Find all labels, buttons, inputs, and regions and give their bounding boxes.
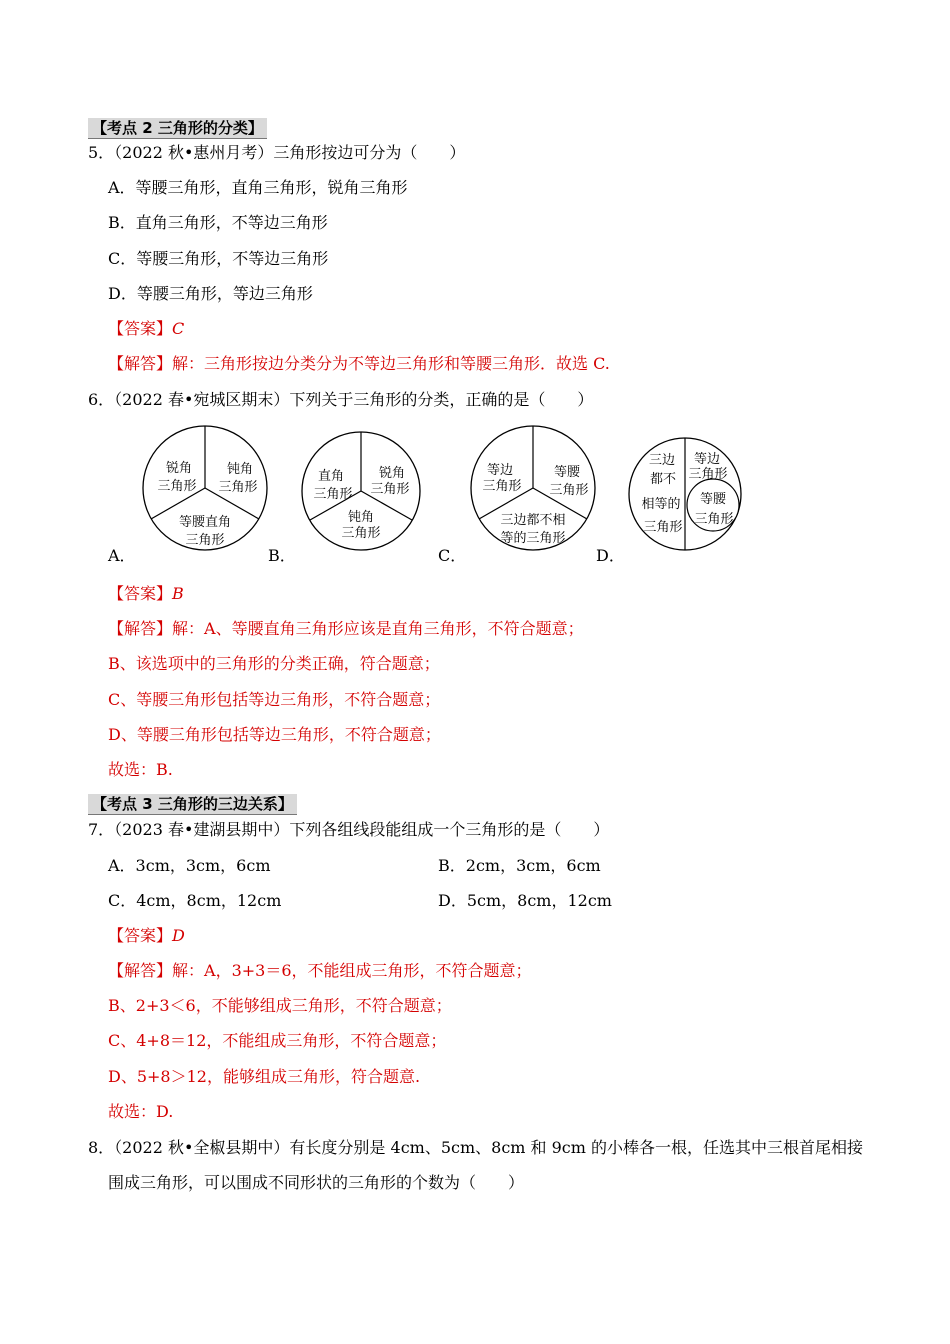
diagram-a-seg2: 钝角: [226, 462, 254, 477]
diagram-b-letter: B．: [268, 546, 296, 565]
answer-value: B: [172, 584, 184, 603]
q5-option-a: A．等腰三角形，直角三角形，锐角三角形: [108, 178, 408, 197]
explain-line: 解：A，3+3＝6，不能组成三角形，不符合题意；: [172, 961, 532, 980]
diagram-a-seg3b: 三角形: [185, 533, 225, 548]
diagram-a-seg2b: 三角形: [218, 480, 258, 495]
q5-stem: 5．（2022 秋•惠州月考）三角形按边可分为（ ）: [88, 143, 466, 162]
q7-option-d: D．5cm，8cm，12cm: [438, 891, 612, 910]
q7-conclusion: 故选：D.: [108, 1102, 174, 1121]
diagram-b-seg3b: 三角形: [341, 526, 381, 541]
diagram-a: [138, 424, 272, 556]
section-title-2: 【考点 2 三角形的分类】: [88, 118, 267, 139]
q6-conclusion: 故选：B.: [108, 760, 173, 779]
diagram-d-circle2: 三角形: [694, 512, 734, 527]
diagram-c-letter: C．: [438, 546, 467, 565]
q5-option-d: D．等腰三角形，等边三角形: [108, 284, 313, 303]
explain-label: 【解答】: [108, 619, 173, 638]
diagram-c-seg2b: 三角形: [549, 483, 589, 498]
q7-explanation-2: B、2+3＜6，不能够组成三角形，不符合题意；: [108, 996, 452, 1015]
diagram-b-seg2b: 三角形: [370, 482, 410, 497]
diagram-b: [298, 430, 424, 556]
diagram-c-seg1b: 三角形: [482, 479, 522, 494]
diagram-d-right2: 三角形: [688, 467, 728, 482]
explain-line: 解：A、等腰直角三角形应该是直角三角形，不符合题意；: [172, 619, 584, 638]
section-title-3: 【考点 3 三角形的三边关系】: [88, 794, 297, 815]
q5-option-b: B．直角三角形，不等边三角形: [108, 213, 328, 232]
q7-option-c: C．4cm，8cm，12cm: [108, 891, 282, 910]
q6-stem: 6．（2022 春•宛城区期末）下列关于三角形的分类，正确的是（ ）: [88, 390, 594, 409]
diagram-d-left1: 三边: [648, 453, 676, 468]
explain-text: 解：三角形按边分类分为不等边三角形和等腰三角形．故选 C.: [172, 354, 610, 373]
diagram-a-seg1b: 三角形: [157, 479, 197, 494]
explain-label: 【解答】: [108, 961, 173, 980]
q5-answer: [108, 318, 184, 340]
diagram-c: [466, 424, 600, 556]
q6-explanation-1: [108, 618, 584, 640]
diagram-c-seg3b: 等的三角形: [500, 531, 566, 546]
diagram-a-letter: A．: [108, 546, 136, 565]
q6-explanation-4: D、等腰三角形包括等边三角形，不符合题意；: [108, 725, 441, 744]
diagram-c-seg3: 三边都不相: [500, 513, 566, 528]
answer-label: 【答案】: [108, 926, 173, 945]
diagram-b-seg1b: 三角形: [313, 487, 353, 502]
diagram-d-left2: 都不: [649, 472, 677, 487]
diagram-d-letter: D．: [596, 546, 625, 565]
diagram-d-right1: 等边: [693, 452, 721, 467]
diagram-d-circle1: 等腰: [699, 492, 727, 507]
answer-label: 【答案】: [108, 319, 173, 338]
diagram-b-seg1: 直角: [317, 469, 345, 484]
q6-answer: [108, 583, 184, 605]
diagram-b-seg3: 钝角: [347, 510, 375, 525]
diagram-c-seg1: 等边: [486, 463, 514, 478]
q6-explanation-3: C、等腰三角形包括等边三角形，不符合题意；: [108, 690, 441, 709]
q8-stem-line-1: 8．（2022 秋•全椒县期中）有长度分别是 4cm、5cm、8cm 和 9cm 的小棒各一根，任选其中三根首尾相接: [88, 1138, 864, 1157]
diagram-b-seg2: 锐角: [378, 466, 406, 481]
explain-label: 【解答】: [108, 354, 173, 373]
answer-value: C: [172, 319, 185, 338]
q5-explanation: [108, 353, 610, 375]
q7-option-a: A．3cm，3cm，6cm: [108, 856, 271, 875]
diagram-d: [627, 436, 743, 556]
diagram-a-seg1: 锐角: [165, 461, 193, 476]
q7-option-b: B．2cm，3cm，6cm: [438, 856, 601, 875]
q7-stem: 7．（2023 春•建湖县期中）下列各组线段能组成一个三角形的是（ ）: [88, 820, 610, 839]
q5-option-c: C．等腰三角形，不等边三角形: [108, 249, 329, 268]
diagram-d-left4: 三角形: [643, 520, 683, 535]
q7-explanation-4: D、5+8＞12，能够组成三角形，符合题意.: [108, 1067, 421, 1086]
diagram-c-seg2: 等腰: [553, 465, 581, 480]
q7-answer: [108, 925, 185, 947]
answer-label: 【答案】: [108, 584, 173, 603]
diagram-d-left3: 相等的: [641, 497, 681, 512]
q7-explanation-1: [108, 960, 532, 982]
answer-value: D: [172, 926, 185, 945]
q7-explanation-3: C、4+8＝12，不能组成三角形，不符合题意；: [108, 1031, 447, 1050]
diagram-a-seg3: 等腰直角: [178, 515, 232, 530]
q8-stem-line-2: 围成三角形，可以围成不同形状的三角形的个数为（ ）: [108, 1173, 525, 1192]
q6-explanation-2: B、该选项中的三角形的分类正确，符合题意；: [108, 654, 440, 673]
